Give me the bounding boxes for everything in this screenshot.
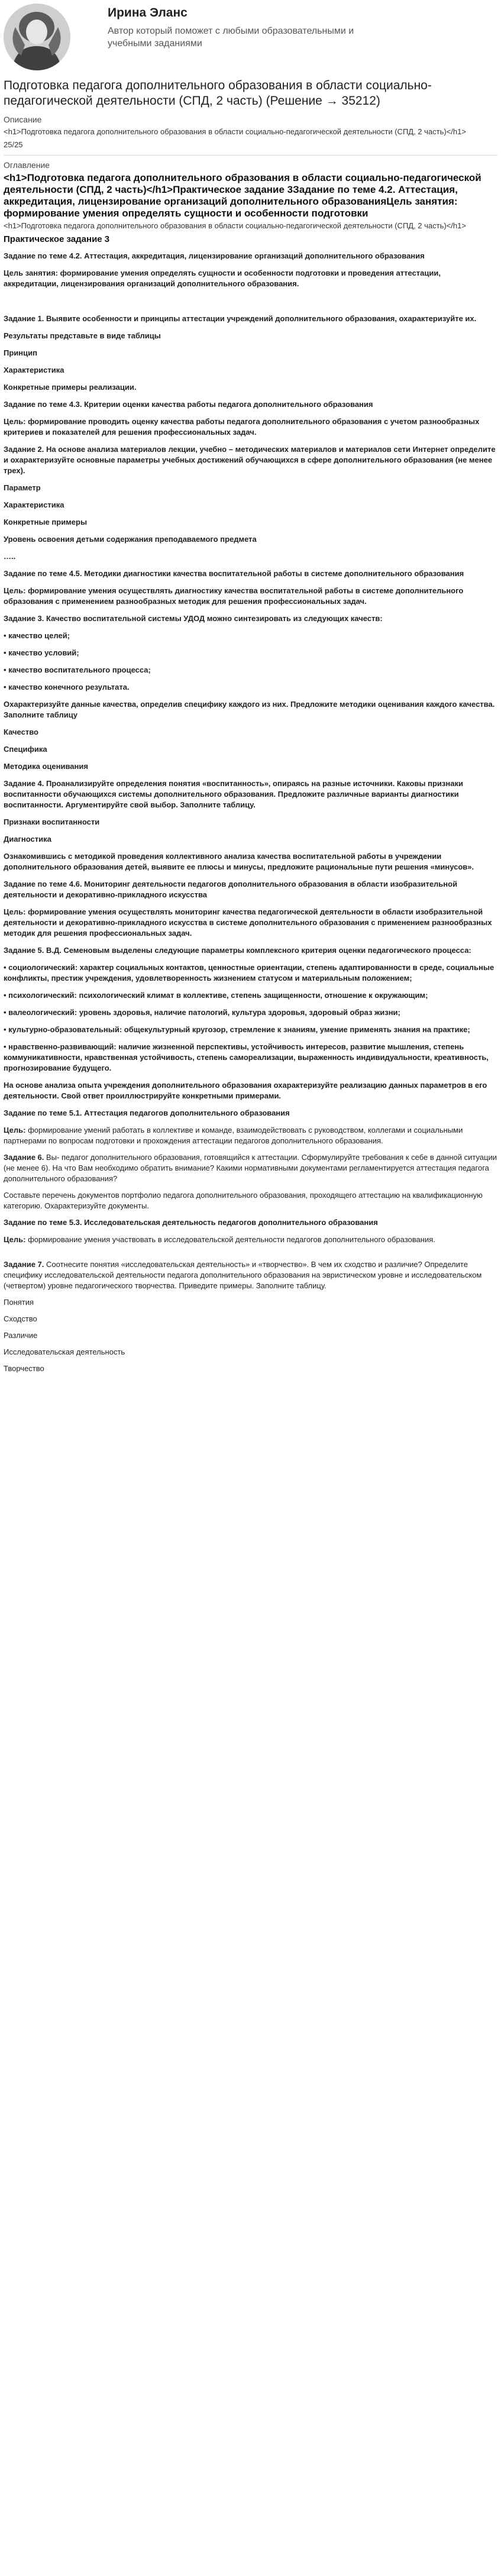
- paragraph-text: формирование умений работать в коллективе и команде, взаимодействовать с руководством, коллегами и социальными партнерами по вопросам подготовки и прохождения аттестации педагогов дополнительного образования.: [4, 1126, 463, 1145]
- paragraph: [4, 1125, 497, 1146]
- bold-paragraph: Специфика: [4, 745, 47, 754]
- bold-paragraph: …..: [4, 552, 16, 561]
- bold-paragraph: • качество воспитательного процесса;: [4, 665, 151, 674]
- bold-paragraph: • качество целей;: [4, 631, 70, 640]
- bold-paragraph: Задание 1. Выявите особенности и принципы аттестации учреждений дополнительного образования, охарактеризуйте их.: [4, 314, 477, 323]
- description-text: <h1>Подготовка педагога дополнительного образования в области социально-педагогической деятельности (СПД, 2 часть)</h1>: [4, 127, 466, 136]
- spacer: [4, 1251, 497, 1259]
- bold-paragraph: Характеристика: [4, 500, 64, 509]
- bold-paragraph: • качество конечного результата.: [4, 683, 130, 691]
- paragraph: [4, 1259, 497, 1291]
- paragraph: Сходство: [4, 1314, 37, 1323]
- paragraph-lead: Задание 6.: [4, 1153, 44, 1162]
- bold-paragraph: Задание по теме 4.2. Аттестация, аккредитация, лицензирование организаций дополнительного образования: [4, 251, 425, 260]
- paragraph-lead: Цель:: [4, 1126, 26, 1135]
- bold-paragraph: Цель: формирование умения осуществлять мониторинг качества педагогической деятельности в области изобразительной деятельности и декоративно-прикладного искусства в системе дополнительного образования с применением разнообразных методик для решения профессиональных задач.: [4, 907, 492, 938]
- bold-paragraph: Диагностика: [4, 835, 51, 843]
- description-label: Описание: [4, 115, 42, 124]
- bold-paragraph: Задание 3. Качество воспитательной системы УДОД можно синтезировать из следующих качеств:: [4, 614, 383, 623]
- author-card: [4, 0, 497, 75]
- bold-paragraph: • психологический: психологический климат в коллективе, степень защищенности, отношение к окружающим;: [4, 991, 428, 1000]
- bold-paragraph: Признаки воспитанности: [4, 817, 100, 826]
- paragraph: [4, 1152, 497, 1184]
- bold-paragraph: Задание 4. Проанализируйте определения понятия «воспитанность», опираясь на разные источники. Каковы признаки воспитанности обучающихся системы дополнительного образования. Предложите различные варианты диагностики воспитанности. Аргументируйте свой выбор. Заполните таблицу.: [4, 779, 463, 809]
- avatar-photo-icon[interactable]: [4, 4, 70, 70]
- bold-paragraph: • культурно-образовательный: общекультурный кругозор, стремление к знаниям, умение применять знания на практике;: [4, 1025, 470, 1034]
- bold-paragraph: Охарактеризуйте данные качества, определив специфику каждого из них. Предложите методики оценивания каждого качества. Заполните таблицу: [4, 700, 495, 719]
- bold-paragraph: Параметр: [4, 483, 41, 492]
- bold-paragraph: Цель: формирование умения осуществлять диагностику качества воспитательной работы в системе дополнительного образования с применением разнообразных методик для решения профессиональных задач.: [4, 586, 464, 606]
- bold-paragraph: Задание по теме 5.1. Аттестация педагогов дополнительного образования: [4, 1108, 290, 1117]
- bold-paragraph: • социологический: характер социальных контактов, ценностные ориентации, степень адаптированности в среде, социальные конфликты, престиж учреждения, удовлетворенность жизнением статусом и материальным положением;: [4, 963, 494, 982]
- bold-paragraph: Задание по теме 4.5. Методики диагностики качества воспитательной работы в системе дополнительного образования: [4, 569, 464, 578]
- bold-paragraph: • качество условий;: [4, 648, 79, 657]
- bold-paragraph: Цель занятия: формирование умения определять сущности и особенности подготовки и проведения аттестации, аккредитации, лицензирования организаций дополнительного образования.: [4, 269, 441, 288]
- paragraph: [4, 1234, 497, 1245]
- html-excerpt: <h1>Подготовка педагога дополнительного образования в области социально-педагогической деятельности (СПД, 2 часть)</h1>: [4, 221, 466, 230]
- author-name[interactable]: Ирина Эланс: [108, 6, 188, 20]
- bold-paragraph: Задание 2. На основе анализа материалов лекции, учебно – методических материалов и материалов сети Интернет определите и охарактеризуйте основные параметры учебных достижений обучающихся в сфере дополнительного образования (не менее трех).: [4, 445, 496, 475]
- bold-paragraph: Задание по теме 4.6. Мониторинг деятельности педагогов дополнительного образования в области изобразительной деятельности и декоративно-прикладного искусства: [4, 880, 458, 899]
- bold-paragraph: На основе анализа опыта учреждения дополнительного образования охарактеризуйте реализацию данных параметров в его деятельности. Свой ответ проиллюстрируйте конкретными примерами.: [4, 1081, 487, 1100]
- paragraph-text: формирование умения участвовать в исследовательской деятельности педагогов дополнительного образования.: [25, 1235, 435, 1244]
- bold-paragraph: Задание по теме 4.3. Критерии оценки качества работы педагога дополнительного образования: [4, 400, 373, 409]
- toc-label: Оглавление: [4, 160, 50, 170]
- bold-paragraph: Конкретные примеры: [4, 518, 88, 526]
- paragraph: Исследовательская деятельность: [4, 1347, 125, 1356]
- paragraph-text: Вы- педагог дополнительного образования, готовящийся к аттестации. Сформулируйте требования к себе в данной ситуации (не менее 6). На что Вам необходимо обратить внимание? Какими нормативными документами регламентируется аттестация педагога дополнительного образования?: [4, 1153, 497, 1183]
- bold-paragraph: Качество: [4, 728, 38, 736]
- author-info: [108, 4, 386, 50]
- bold-paragraph: Цель: формирование проводить оценку качества работы педагога дополнительного образования с учетом разнообразных критериев и показателей для решения профессиональных задач.: [4, 417, 480, 437]
- bold-paragraph: Ознакомившись с методикой проведения коллективного анализа качества воспитательной работы в учреждении дополнительного образования детей, выявите ее плюсы и минусы, предложите рациональные пути решения «минусов».: [4, 852, 474, 871]
- paragraph: Понятия: [4, 1298, 34, 1307]
- paragraph: Различие: [4, 1331, 38, 1340]
- bold-paragraph: Конкретные примеры реализации.: [4, 383, 137, 392]
- divider: [4, 155, 497, 156]
- bold-paragraph: Характеристика: [4, 366, 64, 374]
- paragraph: Составьте перечень документов портфолио педагога дополнительного образования, проходящего аттестацию на квалификационную категорию. Охарактеризуйте документы.: [4, 1191, 483, 1210]
- product-title: Подготовка педагога дополнительного образования в области социально-педагогической деятельности (СПД, 2 часть) (Решение → 35212): [4, 79, 432, 108]
- bold-paragraph: Уровень освоения детьми содержания преподаваемого предмета: [4, 535, 257, 544]
- bold-paragraph: Задание 5. В.Д. Семеновым выделены следующие параметры комплексного критерия оценки педагогического процесса:: [4, 946, 471, 955]
- bold-paragraph: • валеологический: уровень здоровья, наличие патологий, культура здоровья, здоровый образ жизни;: [4, 1008, 400, 1017]
- bold-paragraph: Принцип: [4, 348, 37, 357]
- paragraph-text: Соотнесите понятия «исследовательская деятельность» и «творчество». В чем их сходство и различие? Определите специфику исследовательской деятельности педагога дополнительного образования на эвристическом уровне и исследовательском (четвертом) уровне педагогического творчества. Приведите примеры. Заполните таблицу.: [4, 1260, 482, 1290]
- paragraph: Творчество: [4, 1364, 44, 1373]
- section-heading: Практическое задание 3: [4, 234, 110, 244]
- author-description: Автор который поможет с любыми образовательными и учебными заданиями: [108, 26, 354, 49]
- bold-paragraph: • нравственно-развивающий: наличие жизненной перспективы, устойчивость интересов, развитие мышления, степень коммуникативности, нравственная устойчивость, степень самореализации, выраженность индивидуальности, креативность, прогнозирование будущего.: [4, 1042, 489, 1072]
- bold-paragraph: Методика оценивания: [4, 762, 88, 771]
- document-heading: <h1>Подготовка педагога дополнительного образования в области социально-педагогической деятельности (СПД, 2 часть)</h1>Практическое задание 3Задание по теме 4.2. Аттестация, аккредитация, лицензирование организаций дополнительного образованияЦель занятия: формирование умения определять сущности и особенности подготовки: [4, 172, 481, 219]
- bold-paragraph: Задание по теме 5.3. Исследовательская деятельность педагогов дополнительного образования: [4, 1218, 378, 1227]
- paragraph-lead: Цель:: [4, 1235, 26, 1244]
- paragraph-lead: Задание 7.: [4, 1260, 44, 1269]
- document-content: [4, 172, 497, 1374]
- spacer: [4, 296, 497, 313]
- bold-paragraph: Результаты представьте в виде таблицы: [4, 331, 161, 340]
- page-counter: 25/25: [4, 140, 23, 149]
